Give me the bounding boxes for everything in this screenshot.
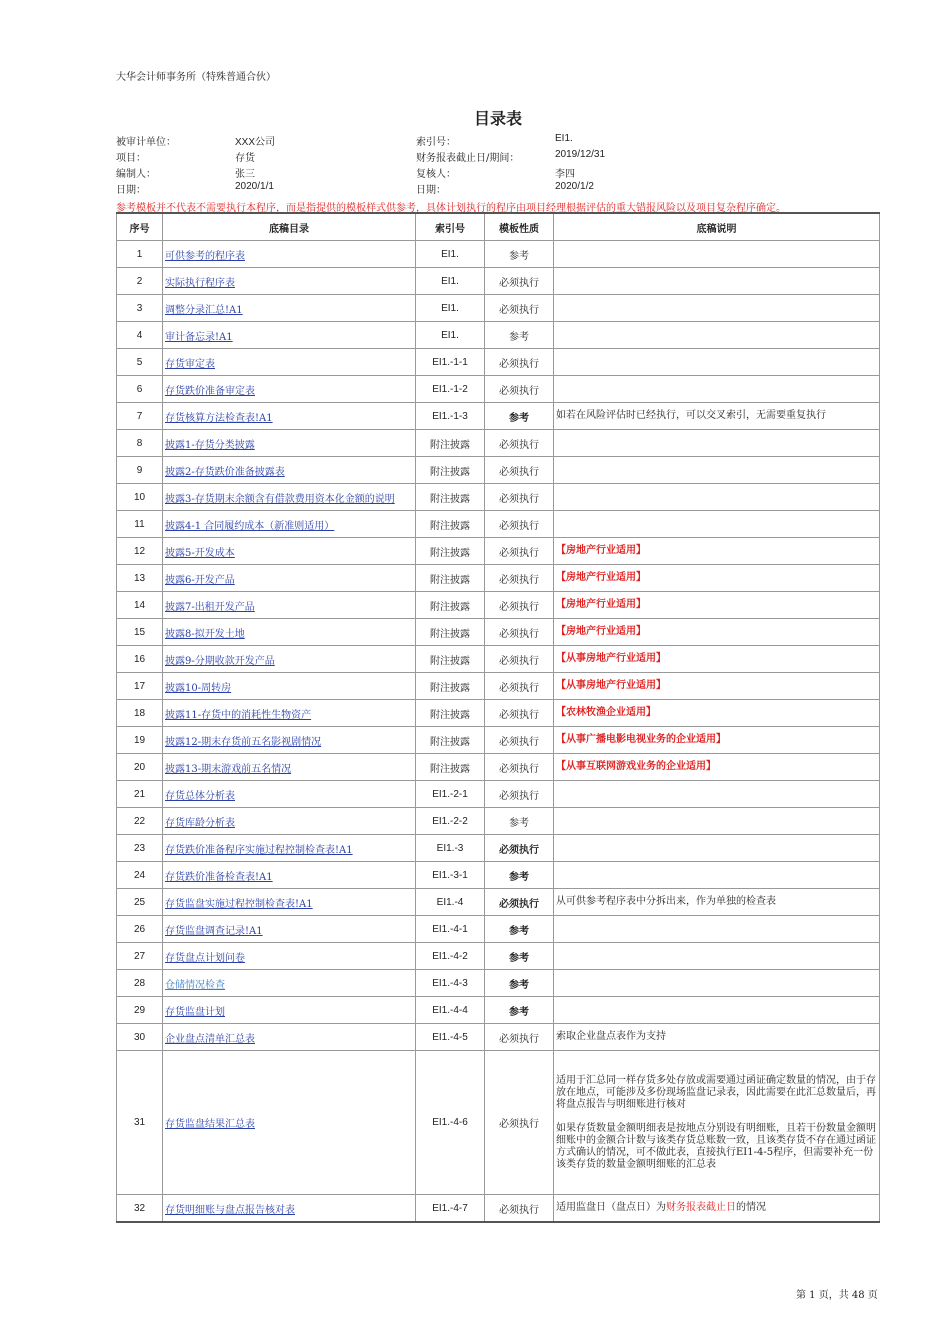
period-value: 2019/12/31: [555, 149, 606, 160]
worksheet-link[interactable]: 存货核算方法检查表!A1: [165, 412, 273, 424]
row-description: [554, 430, 880, 457]
row-number: 22: [117, 808, 163, 835]
description-part: 适用监盘日（盘点日）为: [556, 1202, 666, 1213]
worksheet-link[interactable]: 披露13-期末游戏前五名情况: [165, 763, 292, 775]
row-nature: 必须执行: [485, 889, 554, 916]
row-name-cell: [163, 889, 416, 916]
row-nature: 必须执行: [485, 430, 554, 457]
preparer-label: 编制人：: [116, 169, 156, 180]
row-description: [554, 808, 880, 835]
row-number: 3: [117, 295, 163, 322]
table-row: [117, 619, 880, 646]
row-description: 【房地产行业适用】: [554, 592, 880, 619]
col-desc: 底稿说明: [554, 213, 880, 241]
row-number: 20: [117, 754, 163, 781]
row-nature: 必须执行: [485, 565, 554, 592]
worksheet-link[interactable]: 披露7-出租开发产品: [165, 601, 255, 613]
table-row: [117, 322, 880, 349]
row-name-cell: [163, 538, 416, 565]
row-name-cell: [163, 781, 416, 808]
row-name-cell: [163, 1195, 416, 1223]
row-nature: 必须执行: [485, 673, 554, 700]
table-row: [117, 457, 880, 484]
row-name-cell: [163, 484, 416, 511]
table-row: [117, 646, 880, 673]
worksheet-link[interactable]: 披露11-存货中的消耗性生物资产: [165, 709, 312, 721]
row-index: 附注披露: [416, 484, 485, 511]
row-description: [554, 484, 880, 511]
row-index: 附注披露: [416, 565, 485, 592]
index-value: EI1.: [555, 133, 573, 144]
row-name-cell: [163, 862, 416, 889]
row-nature: 参考: [485, 970, 554, 997]
row-name-cell: [163, 727, 416, 754]
worksheet-link[interactable]: 企业盘点清单汇总表: [165, 1033, 255, 1045]
row-name-cell: [163, 997, 416, 1024]
row-description: [554, 295, 880, 322]
row-name-cell: [163, 457, 416, 484]
period-label: 财务报表截止日/期间：: [416, 153, 520, 164]
row-index: 附注披露: [416, 673, 485, 700]
worksheet-link[interactable]: 存货审定表: [165, 358, 215, 370]
row-name-cell: [163, 754, 416, 781]
row-number: 19: [117, 727, 163, 754]
date2-value: 2020/1/2: [555, 181, 594, 192]
table-row: [117, 295, 880, 322]
row-name-cell: [163, 943, 416, 970]
row-nature: 必须执行: [485, 646, 554, 673]
row-nature: 参考: [485, 862, 554, 889]
row-number: 8: [117, 430, 163, 457]
row-name-cell: [163, 700, 416, 727]
row-index: EI1.-1-1: [416, 349, 485, 376]
row-number: 12: [117, 538, 163, 565]
row-description: [554, 781, 880, 808]
table-row: [117, 484, 880, 511]
row-nature: 参考: [485, 241, 554, 268]
row-name-cell: [163, 619, 416, 646]
row-number: 24: [117, 862, 163, 889]
description-part: 的情况: [736, 1202, 766, 1213]
row-number: 9: [117, 457, 163, 484]
row-nature: 必须执行: [485, 592, 554, 619]
worksheet-link[interactable]: 披露12-期末存货前五名影视剧情况: [165, 736, 322, 748]
row-index: EI1.: [416, 241, 485, 268]
worksheet-link[interactable]: 可供参考的程序表: [165, 250, 245, 262]
row-nature: 必须执行: [485, 457, 554, 484]
worksheet-link[interactable]: 调整分录汇总!A1: [165, 304, 243, 316]
row-nature: 必须执行: [485, 781, 554, 808]
row-description: 【从事房地产行业适用】: [554, 673, 880, 700]
row-number: 4: [117, 322, 163, 349]
row-index: 附注披露: [416, 592, 485, 619]
row-index: EI1.-4-6: [416, 1051, 485, 1195]
row-index: EI1.-3-1: [416, 862, 485, 889]
row-nature: 必须执行: [485, 511, 554, 538]
row-nature: 必须执行: [485, 1195, 554, 1223]
row-nature: 参考: [485, 997, 554, 1024]
row-name-cell: [163, 241, 416, 268]
row-name-cell: [163, 349, 416, 376]
row-number: 2: [117, 268, 163, 295]
row-nature: 必须执行: [485, 835, 554, 862]
row-description: [554, 997, 880, 1024]
table-row: [117, 1024, 880, 1051]
table-row: [117, 349, 880, 376]
row-description: [554, 268, 880, 295]
row-number: 30: [117, 1024, 163, 1051]
row-description: 【从事互联网游戏业务的企业适用】: [554, 754, 880, 781]
row-nature: 参考: [485, 943, 554, 970]
row-description: [554, 943, 880, 970]
row-index: EI1.: [416, 268, 485, 295]
row-description: 从可供参考程序表中分拆出来，作为单独的检查表: [554, 889, 880, 916]
worksheet-link[interactable]: 存货跌价准备审定表: [165, 385, 255, 397]
row-description: [554, 1195, 880, 1223]
row-nature: 必须执行: [485, 349, 554, 376]
row-number: 7: [117, 403, 163, 430]
row-index: EI1.-2-1: [416, 781, 485, 808]
row-description: [554, 511, 880, 538]
row-index: EI1.-4-3: [416, 970, 485, 997]
preparer-value: 张三: [235, 169, 255, 180]
row-index: 附注披露: [416, 727, 485, 754]
row-nature: 参考: [485, 916, 554, 943]
worksheet-link[interactable]: 披露8-拟开发土地: [165, 628, 245, 640]
row-description: 【从事广播电影电视业务的企业适用】: [554, 727, 880, 754]
row-nature: 必须执行: [485, 1024, 554, 1051]
row-index: 附注披露: [416, 511, 485, 538]
row-description: [554, 457, 880, 484]
col-index: 索引号: [416, 213, 485, 241]
worksheet-link[interactable]: 存货跌价准备程序实施过程控制检查表!A1: [165, 844, 353, 856]
description-part: 财务报表截止日: [666, 1202, 736, 1213]
table-row: [117, 403, 880, 430]
firm-name: 大华会计师事务所（特殊普通合伙）: [116, 72, 276, 83]
table-row: [117, 268, 880, 295]
row-description: [554, 349, 880, 376]
row-nature: 必须执行: [485, 295, 554, 322]
row-number: 28: [117, 970, 163, 997]
table-row: [117, 997, 880, 1024]
row-name-cell: [163, 646, 416, 673]
table-row: [117, 835, 880, 862]
row-nature: 必须执行: [485, 727, 554, 754]
page-number: 第 1 页，共 48 页: [796, 1290, 878, 1301]
reviewer-label: 复核人：: [416, 169, 456, 180]
row-number: 10: [117, 484, 163, 511]
row-name-cell: [163, 268, 416, 295]
row-index: EI1.-2-2: [416, 808, 485, 835]
table-row: [117, 673, 880, 700]
row-number: 6: [117, 376, 163, 403]
row-description: 适用于汇总同一样存货多处存放或需要通过函证确定数量的情况，由于存放在地点，可能涉及多份现场监盘记录表，因此需要在此汇总数量后，再将盘点报告与明细账进行核对 如果存货数量金额明细表是按地点分别设有明细账，且若干份数量金额明细账中的金额合计数与该类存货总账数一致，且该类存货不存在通过函证方式确认的情况，可不做此表，直接执行EI1-4-5程序，但需要补充一份该类存货的数量金额明细账的汇总表: [554, 1051, 880, 1195]
row-number: 11: [117, 511, 163, 538]
item-value: 存货: [235, 153, 255, 164]
row-number: 26: [117, 916, 163, 943]
row-description: 【房地产行业适用】: [554, 538, 880, 565]
row-description: [554, 241, 880, 268]
row-name-cell: [163, 565, 416, 592]
table-row: [117, 862, 880, 889]
worksheet-link[interactable]: 存货监盘调查记录!A1: [165, 925, 263, 937]
row-number: 13: [117, 565, 163, 592]
row-description: 索取企业盘点表作为支持: [554, 1024, 880, 1051]
row-name-cell: [163, 511, 416, 538]
row-index: EI1.-4-4: [416, 997, 485, 1024]
row-number: 18: [117, 700, 163, 727]
col-nature: 模板性质: [485, 213, 554, 241]
row-name-cell: [163, 916, 416, 943]
row-description: [554, 970, 880, 997]
row-index: 附注披露: [416, 457, 485, 484]
row-description: [554, 916, 880, 943]
reviewer-value: 李四: [555, 169, 575, 180]
col-name: 底稿目录: [163, 213, 416, 241]
row-nature: 必须执行: [485, 376, 554, 403]
row-description: [554, 322, 880, 349]
row-number: 29: [117, 997, 163, 1024]
index-label: 索引号：: [416, 137, 456, 148]
table-row: [117, 889, 880, 916]
table-row: [117, 511, 880, 538]
row-name-cell: [163, 835, 416, 862]
row-nature: 必须执行: [485, 700, 554, 727]
row-name-cell: [163, 808, 416, 835]
row-index: 附注披露: [416, 646, 485, 673]
row-description: [554, 376, 880, 403]
row-nature: 参考: [485, 403, 554, 430]
row-name-cell: [163, 403, 416, 430]
row-index: EI1.-4-7: [416, 1195, 485, 1223]
row-number: 32: [117, 1195, 163, 1223]
table-row: [117, 781, 880, 808]
table-row: [117, 376, 880, 403]
row-name-cell: [163, 1024, 416, 1051]
worksheet-link[interactable]: 仓储情况检查: [165, 979, 225, 991]
row-number: 15: [117, 619, 163, 646]
row-description: [554, 835, 880, 862]
row-nature: 参考: [485, 322, 554, 349]
row-number: 31: [117, 1051, 163, 1195]
row-nature: 必须执行: [485, 484, 554, 511]
row-number: 5: [117, 349, 163, 376]
row-number: 21: [117, 781, 163, 808]
worksheet-link[interactable]: 存货库龄分析表: [165, 817, 235, 829]
worksheet-link[interactable]: 披露9-分期收款开发产品: [165, 655, 275, 667]
notice-text: 参考模板并不代表不需要执行本程序，而是指提供的模板样式供参考，具体计划执行的程序由项目经理根据评估的重大错报风险以及项目复杂程序确定。: [116, 203, 786, 214]
date1-label: 日期：: [116, 185, 146, 196]
table-row: [117, 1051, 880, 1195]
table-row: [117, 916, 880, 943]
row-description: 【房地产行业适用】: [554, 619, 880, 646]
worksheet-link[interactable]: 存货监盘计划: [165, 1006, 225, 1018]
row-name-cell: [163, 295, 416, 322]
worksheet-link[interactable]: 存货总体分析表: [165, 790, 235, 802]
table-row: [117, 565, 880, 592]
row-number: 27: [117, 943, 163, 970]
row-index: EI1.-3: [416, 835, 485, 862]
auditee-label: 被审计单位：: [116, 137, 176, 148]
row-name-cell: [163, 430, 416, 457]
table-row: [117, 592, 880, 619]
table-row: [117, 1195, 880, 1223]
row-index: 附注披露: [416, 619, 485, 646]
worksheet-link[interactable]: 存货跌价准备检查表!A1: [165, 871, 273, 883]
row-description: 如若在风险评估时已经执行，可以交叉索引，无需要重复执行: [554, 403, 880, 430]
row-nature: 必须执行: [485, 619, 554, 646]
row-description: 【农林牧渔企业适用】: [554, 700, 880, 727]
row-index: 附注披露: [416, 700, 485, 727]
table-row: [117, 700, 880, 727]
worksheet-link[interactable]: 披露6-开发产品: [165, 574, 235, 586]
row-nature: 必须执行: [485, 268, 554, 295]
row-nature: 必须执行: [485, 1051, 554, 1195]
table-row: [117, 808, 880, 835]
row-number: 14: [117, 592, 163, 619]
row-number: 25: [117, 889, 163, 916]
row-description: 【从事房地产行业适用】: [554, 646, 880, 673]
row-name-cell: [163, 376, 416, 403]
worksheet-link[interactable]: 披露10-周转房: [165, 682, 232, 694]
worksheet-link[interactable]: 审计备忘录!A1: [165, 331, 233, 343]
worksheet-link[interactable]: 存货盘点计划问卷: [165, 952, 245, 964]
row-name-cell: [163, 592, 416, 619]
row-number: 16: [117, 646, 163, 673]
row-index: EI1.: [416, 322, 485, 349]
worksheet-link[interactable]: 披露3-存货期末余额含有借款费用资本化金额的说明: [165, 493, 395, 505]
row-index: EI1.-4-2: [416, 943, 485, 970]
row-name-cell: [163, 970, 416, 997]
worksheet-link[interactable]: 披露1-存货分类披露: [165, 439, 255, 451]
row-description: [554, 862, 880, 889]
table-row: [117, 970, 880, 997]
row-index: EI1.-4: [416, 889, 485, 916]
row-index: EI1.-4-5: [416, 1024, 485, 1051]
row-index: EI1.-1-3: [416, 403, 485, 430]
worksheet-link[interactable]: 存货明细账与盘点报告核对表: [165, 1204, 295, 1216]
worksheet-link[interactable]: 披露2-存货跌价准备披露表: [165, 466, 285, 478]
row-index: 附注披露: [416, 430, 485, 457]
row-index: EI1.: [416, 295, 485, 322]
row-number: 1: [117, 241, 163, 268]
worksheet-link[interactable]: 披露4-1 合同履约成本（新准则适用）: [165, 520, 335, 532]
table-row: [117, 754, 880, 781]
table-header: [117, 213, 880, 241]
auditee-value: XXX公司: [235, 137, 276, 148]
worksheet-link[interactable]: 存货监盘结果汇总表: [165, 1119, 255, 1130]
row-description: 【房地产行业适用】: [554, 565, 880, 592]
worksheet-link[interactable]: 披露5-开发成本: [165, 547, 235, 559]
item-label: 项目：: [116, 153, 146, 164]
row-index: EI1.-4-1: [416, 916, 485, 943]
page-title: 目录表: [473, 109, 522, 128]
table-row: [117, 727, 880, 754]
row-nature: 必须执行: [485, 538, 554, 565]
col-no: 序号: [117, 213, 163, 241]
row-index: 附注披露: [416, 538, 485, 565]
directory-table: [116, 212, 880, 1223]
row-number: 23: [117, 835, 163, 862]
row-nature: 必须执行: [485, 754, 554, 781]
row-index: 附注披露: [416, 754, 485, 781]
worksheet-link[interactable]: 实际执行程序表: [165, 277, 235, 289]
table-row: [117, 538, 880, 565]
worksheet-link[interactable]: 存货监盘实施过程控制检查表!A1: [165, 898, 313, 910]
row-number: 17: [117, 673, 163, 700]
table-row: [117, 241, 880, 268]
date2-label: 日期：: [416, 185, 446, 196]
row-nature: 参考: [485, 808, 554, 835]
row-name-cell: [163, 1051, 416, 1195]
table-row: [117, 943, 880, 970]
row-name-cell: [163, 673, 416, 700]
table-row: [117, 430, 880, 457]
row-name-cell: [163, 322, 416, 349]
date1-value: 2020/1/1: [235, 181, 274, 192]
row-index: EI1.-1-2: [416, 376, 485, 403]
